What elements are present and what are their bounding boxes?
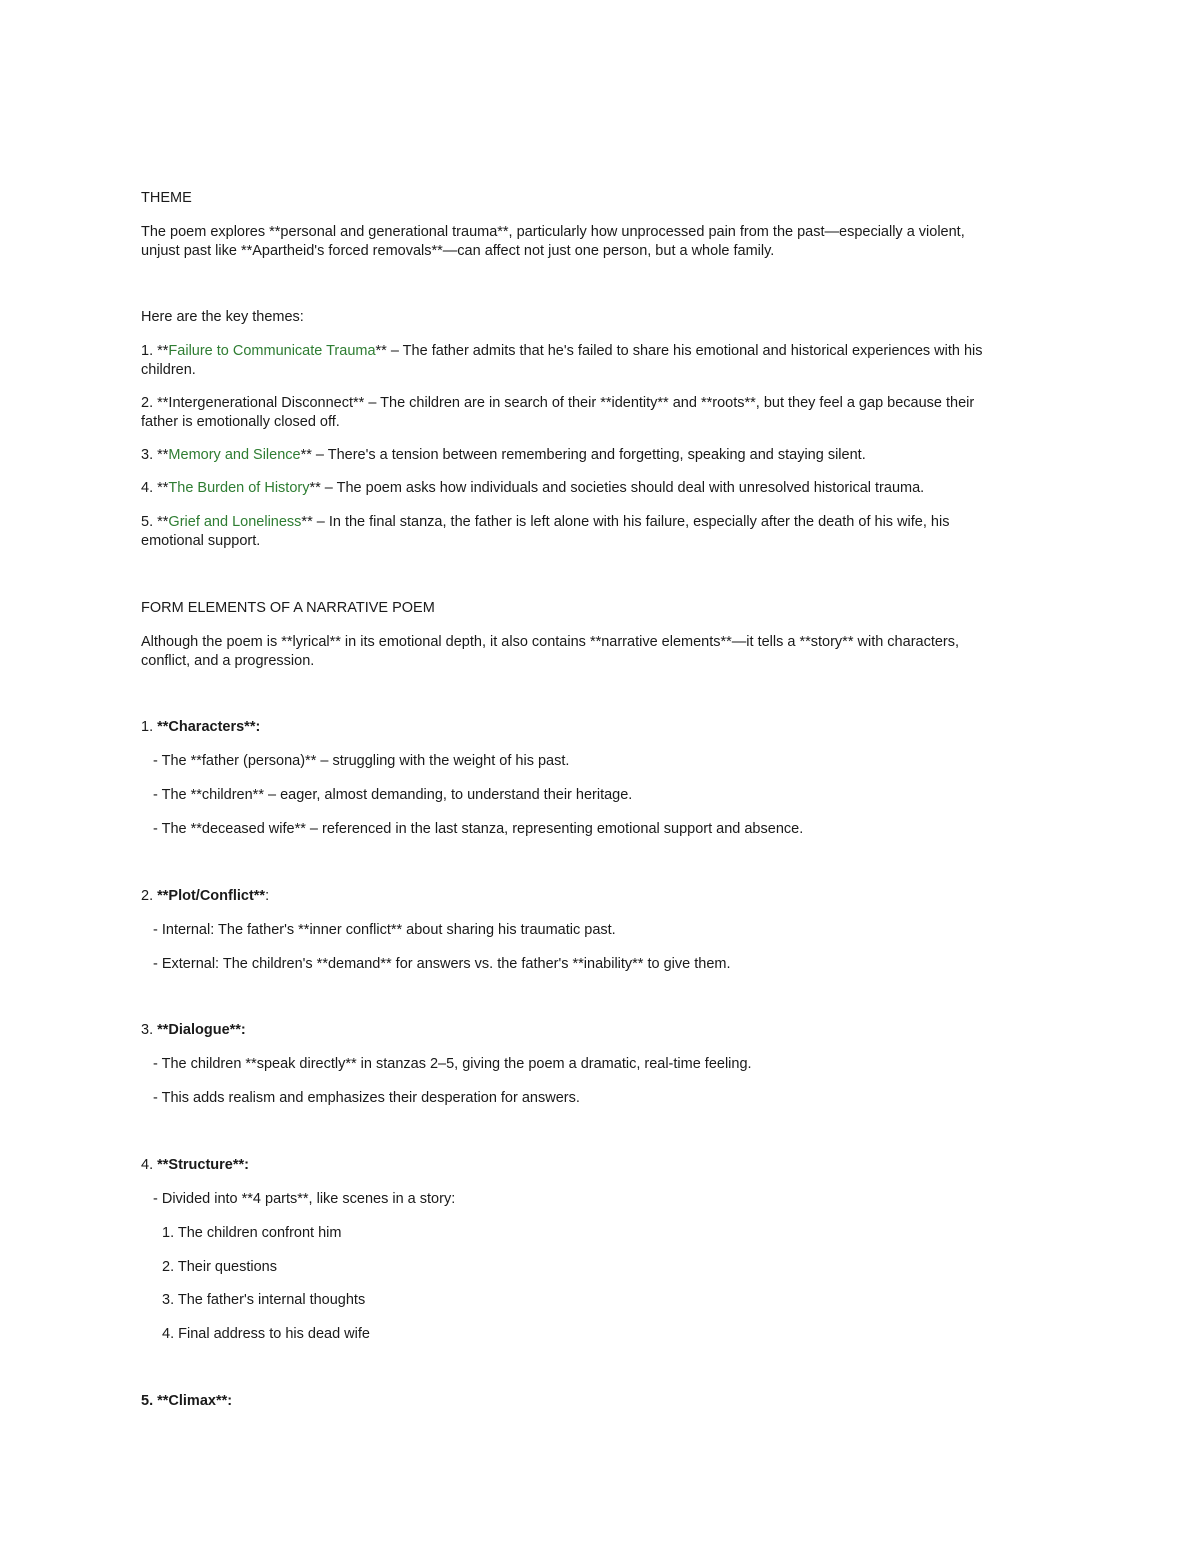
theme-item-5-continued: emotional support. (141, 533, 261, 549)
key-themes-intro: Here are the key themes: (141, 309, 304, 325)
structure-part-3: 3. The father's internal thoughts (162, 1292, 366, 1308)
characters-point-3: - The **deceased wife** – referenced in the last stanza, representing emotional support and absence. (153, 821, 804, 837)
structure-point: - Divided into **4 parts**, like scenes in a story: (153, 1191, 456, 1207)
structure-part-1: 1. The children confront him (162, 1225, 342, 1241)
section-title: **Characters**: (157, 719, 261, 735)
theme-item-4 (141, 479, 924, 498)
plot-point-1: - Internal: The father's **inner conflict** about sharing his traumatic past. (153, 922, 616, 938)
section-title: **Structure**: (157, 1157, 249, 1173)
theme-item-3 (141, 446, 866, 465)
dialogue-point-1: - The children **speak directly** in stanzas 2–5, giving the poem a dramatic, real-time feeling. (153, 1056, 752, 1072)
characters-point-2: - The **children** – eager, almost demanding, to understand their heritage. (153, 787, 633, 803)
theme-item-text: ** – In the final stanza, the father is left alone with his failure, especially after the death of his wife, his (301, 514, 950, 530)
section-number: 4. (141, 1157, 158, 1173)
theme-item-text: ** – The children are in search of their **identity** and **roots**, but they feel a gap because their (353, 395, 975, 411)
theme-item-title: Grief and Loneliness (168, 514, 302, 530)
theme-item-prefix: 4. ** (141, 480, 169, 496)
plot-heading (141, 887, 269, 906)
theme-item-text: ** – The poem asks how individuals and societies should deal with unresolved historical trauma. (309, 480, 925, 496)
section-title: **Plot/Conflict** (157, 888, 266, 904)
theme-item-prefix: 1. ** (141, 343, 169, 359)
theme-item-2-continued: father is emotionally closed off. (141, 414, 340, 430)
form-intro-line-1: Although the poem is **lyrical** in its emotional depth, it also contains **narrative elements**—it tells a **story** with characters, (141, 634, 960, 650)
structure-heading (141, 1156, 249, 1175)
theme-item-title: The Burden of History (168, 480, 310, 496)
theme-item-1-continued: children. (141, 362, 196, 378)
theme-item-title: Memory and Silence (168, 447, 301, 463)
section-number: 2. (141, 888, 158, 904)
structure-part-2: 2. Their questions (162, 1259, 277, 1275)
theme-intro-line-2: unjust past like **Apartheid's forced removals**—can affect not just one person, but a whole family. (141, 243, 775, 259)
theme-item-prefix: 2. ** (141, 395, 169, 411)
section-number: 1. (141, 719, 158, 735)
theme-item-prefix: 3. ** (141, 447, 169, 463)
dialogue-heading (141, 1021, 246, 1040)
section-colon: : (265, 888, 270, 904)
climax-heading: 5. **Climax**: (141, 1393, 233, 1409)
theme-item-text: ** – The father admits that he's failed to share his emotional and historical experiences with his (375, 343, 983, 359)
plot-point-2: - External: The children's **demand** for answers vs. the father's **inability** to give them. (153, 956, 731, 972)
theme-item-title: Failure to Communicate Trauma (168, 343, 376, 359)
dialogue-point-2: - This adds realism and emphasizes their desperation for answers. (153, 1090, 580, 1106)
characters-heading (141, 718, 260, 737)
form-heading: FORM ELEMENTS OF A NARRATIVE POEM (141, 600, 435, 616)
theme-item-1 (141, 342, 983, 361)
theme-heading: THEME (141, 190, 192, 206)
theme-item-text: ** – There's a tension between remembering and forgetting, speaking and staying silent. (300, 447, 866, 463)
form-intro-line-2: conflict, and a progression. (141, 653, 315, 669)
structure-part-4: 4. Final address to his dead wife (162, 1326, 370, 1342)
characters-point-1: - The **father (persona)** – struggling with the weight of his past. (153, 753, 570, 769)
theme-item-title: Intergenerational Disconnect (168, 395, 354, 411)
section-title: **Dialogue**: (157, 1022, 246, 1038)
theme-item-2 (141, 394, 974, 413)
theme-item-prefix: 5. ** (141, 514, 169, 530)
section-number: 3. (141, 1022, 158, 1038)
theme-item-5 (141, 513, 949, 532)
theme-intro-line-1: The poem explores **personal and generational trauma**, particularly how unprocessed pain from the past—especially a violent, (141, 224, 965, 240)
